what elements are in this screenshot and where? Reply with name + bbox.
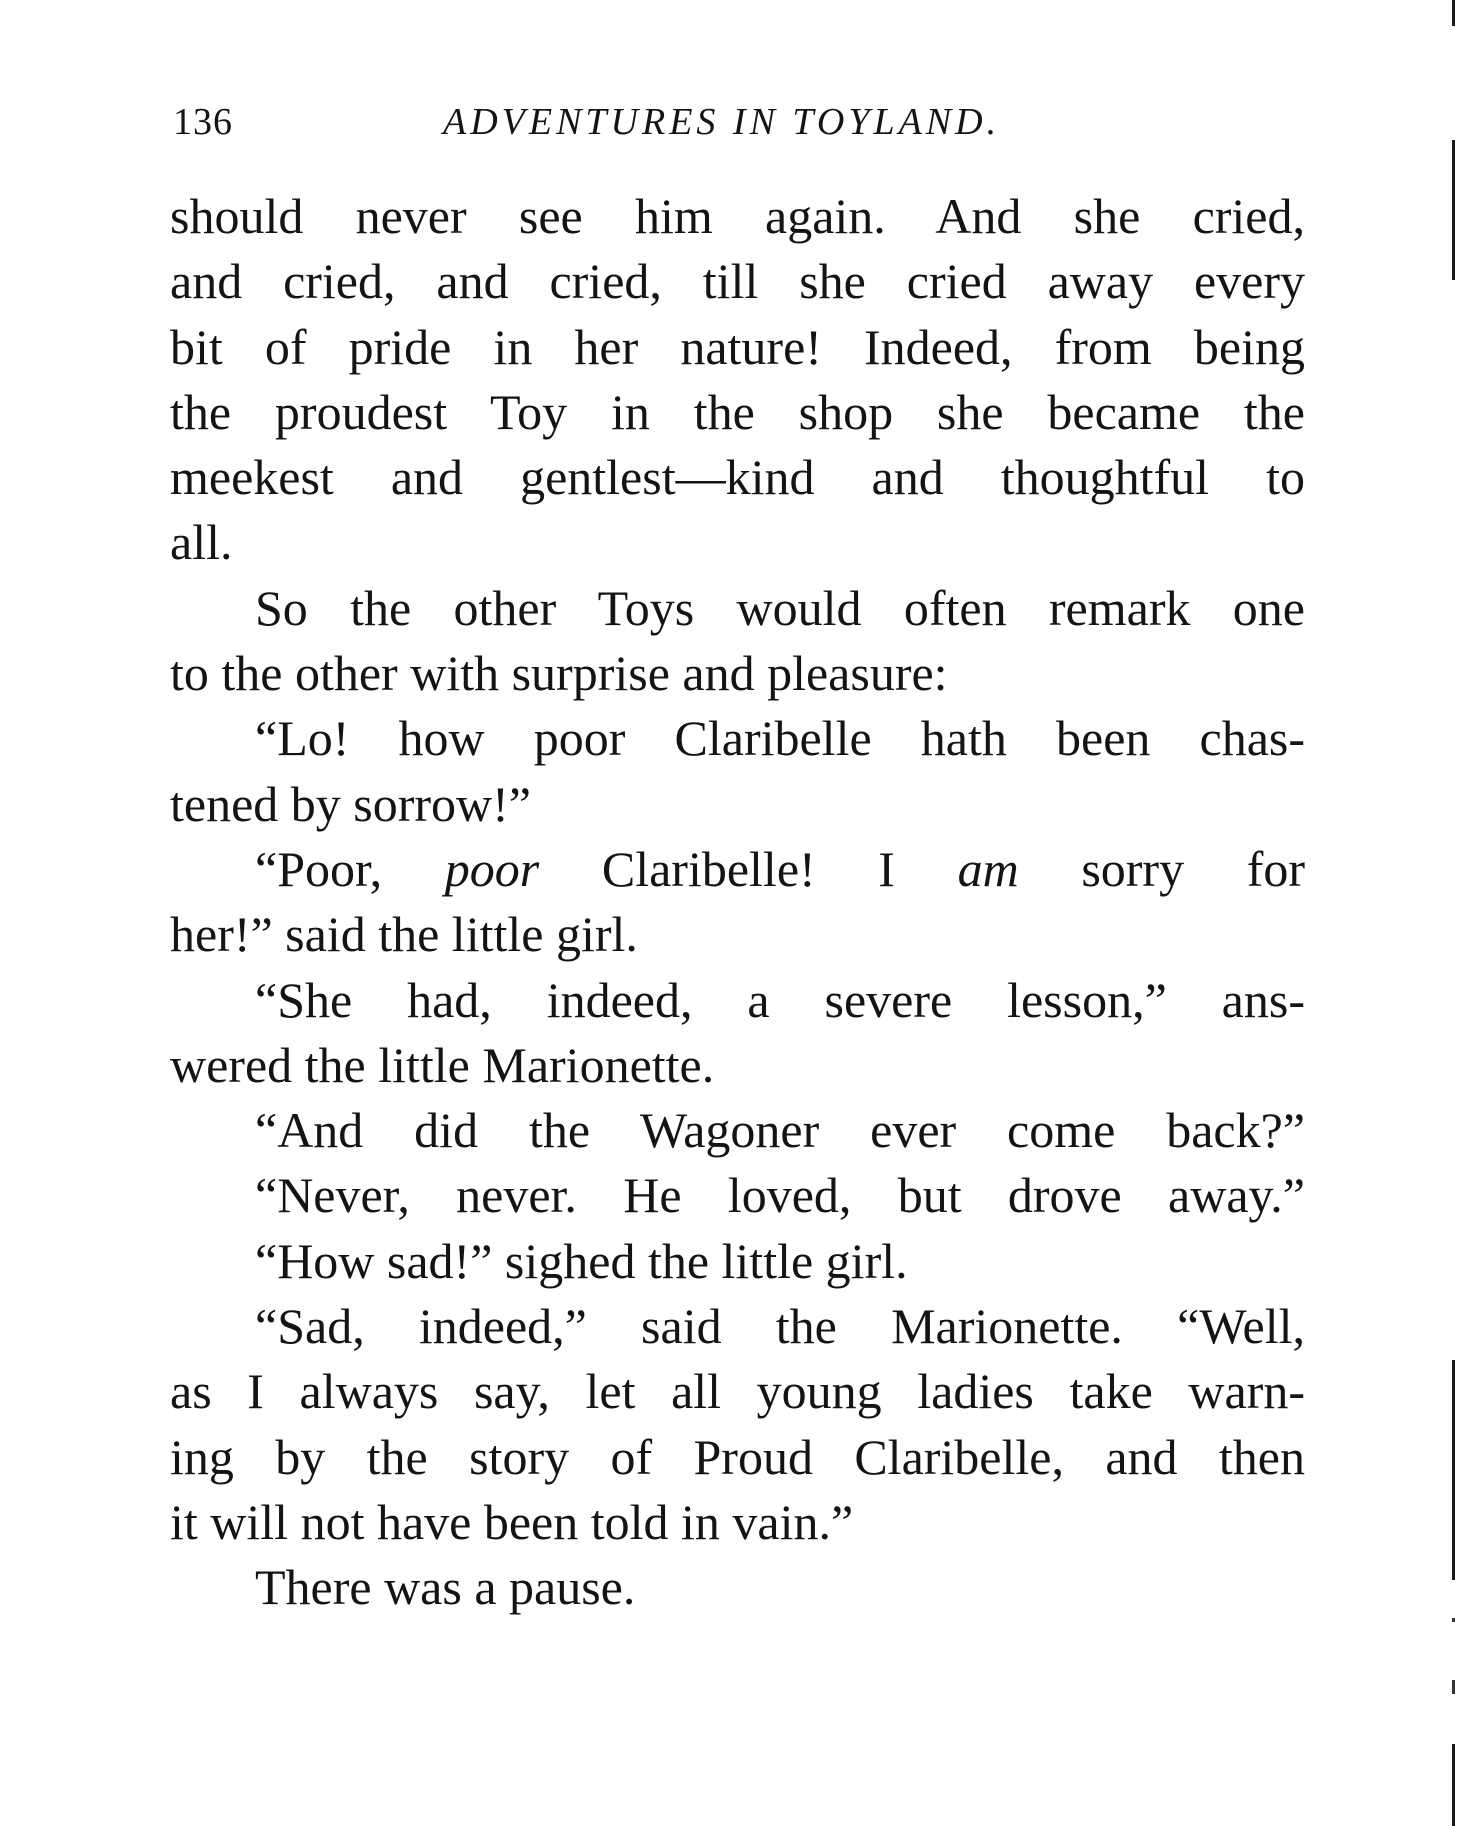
text-line: to the other with surprise and pleasure: [170,645,948,702]
text-line: “How sad!” sighed the little girl. [255,1232,908,1289]
text-line: meekest and gentlest—kind and thoughtful to [170,449,1305,506]
scan-edge-mark [1452,1744,1455,1826]
text-line: “And did the Wagoner ever come back?” [255,1102,1305,1159]
text-line: wered the little Marionette. [170,1036,715,1093]
scan-edge-mark [1452,1360,1455,1580]
body-text [170,184,1305,1621]
text-line: “Sad, indeed,” said the Marionette. “Well, [255,1298,1305,1355]
scan-edge-mark [1452,0,1455,26]
text-line: all. [170,514,233,571]
text-line: There was a pause. [255,1559,636,1616]
text-line: the proudest Toy in the shop she became the [170,383,1305,440]
text-line: should never see him again. And she cried, [170,188,1305,244]
text-line: bit of pride in her nature! Indeed, from being [170,318,1305,375]
text-line: So the other Toys would often remark one [255,579,1305,636]
text-line: “She had, indeed, a severe lesson,” ans- [255,971,1305,1028]
text-line: it will not have been told in vain.” [170,1493,854,1550]
text-line: “Poor, poor Claribelle! I am sorry for [255,840,1305,897]
scan-edge-mark [1452,140,1455,280]
text-line: as I always say, let all young ladies take warn- [170,1363,1305,1420]
scan-edge-mark [1452,1618,1455,1622]
text-line: tened by sorrow!” [170,775,531,832]
text-line: and cried, and cried, till she cried away every [170,253,1305,310]
scan-edge-mark [1452,1680,1455,1694]
emphasis: poor [444,840,540,897]
page-number: 136 [173,101,233,143]
text-line: ing by the story of Proud Claribelle, and then [170,1428,1305,1485]
page-header [173,100,1328,150]
text-line: her!” said the little girl. [170,906,638,963]
running-head: ADVENTURES IN TOYLAND. [443,101,1001,143]
text-line: “Never, never. He loved, but drove away.” [255,1167,1305,1224]
text-line: “Lo! how poor Claribelle hath been chas- [255,710,1305,767]
emphasis: am [957,840,1019,897]
